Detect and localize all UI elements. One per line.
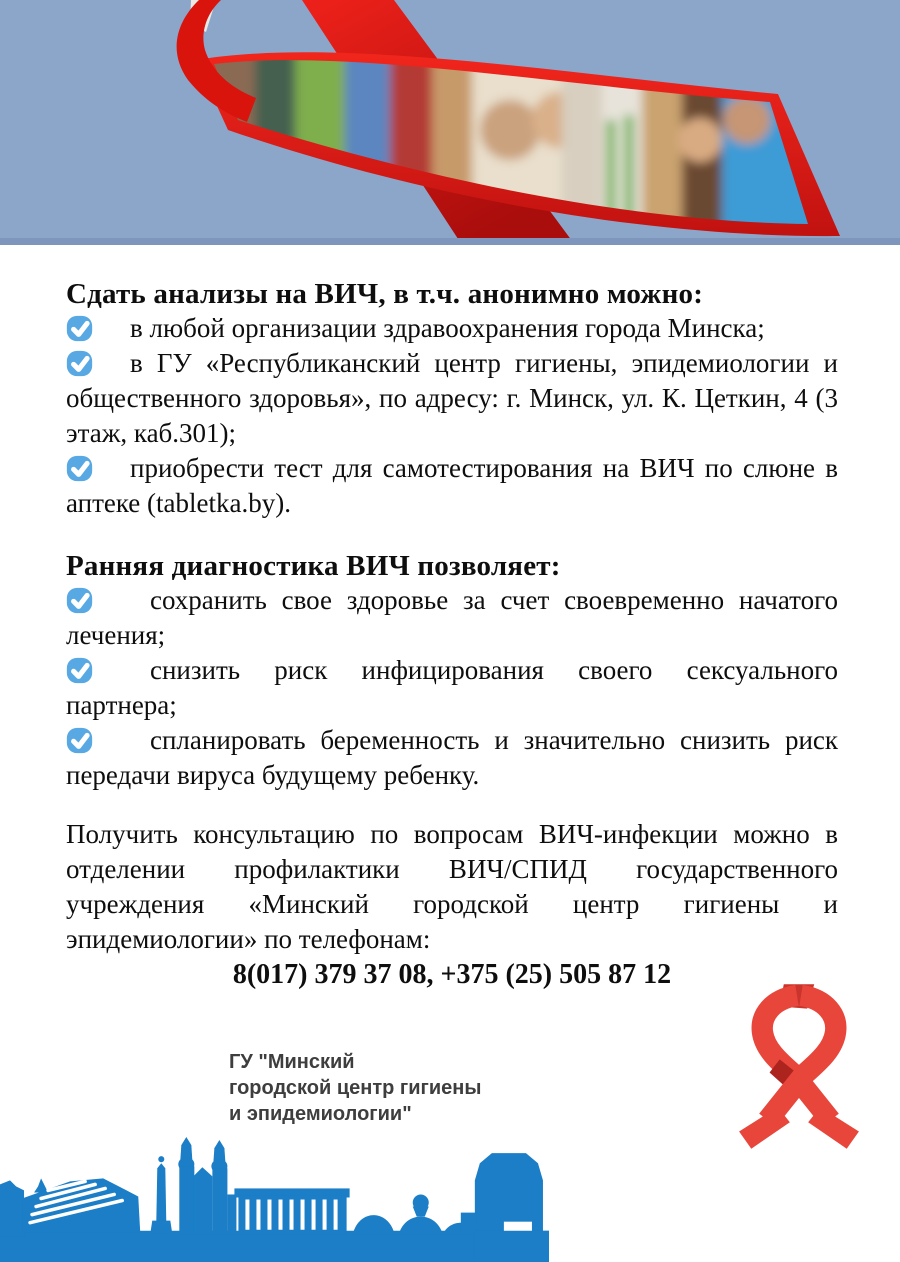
section-heading-testing: Сдать анализы на ВИЧ, в т.ч. анонимно можно:	[66, 278, 704, 310]
red-ribbon-photo-collage-banner	[0, 0, 900, 245]
list-item	[66, 583, 838, 653]
list-item-text: снизить риск инфицирования своего сексуального партнера;	[66, 655, 838, 720]
check-circle-icon	[66, 587, 93, 614]
list-item	[66, 346, 838, 451]
list-item	[66, 653, 838, 723]
check-circle-icon	[66, 350, 93, 377]
consultation-paragraph: Получить консультацию по вопросам ВИЧ-инфекции можно в отделении профилактики ВИЧ/СПИД государственного учреждения «Минский городской центр гигиены и эпидемиологии» по телефонам:	[66, 819, 838, 954]
aids-awareness-ribbon-icon	[733, 980, 865, 1158]
list-item	[66, 723, 838, 793]
list-item-text: сохранить свое здоровье за счет своевременно начатого лечения;	[66, 585, 838, 650]
organization-name-line: и эпидемиологии"	[229, 1103, 412, 1125]
list-item-text: в ГУ «Республиканский центр гигиены, эпидемиологии и общественного здоровья», по адресу: г. Минск, ул. К. Цеткин, 4 (3 этаж, каб.301);	[66, 348, 838, 448]
organization-name-line: городской центр гигиены	[229, 1077, 482, 1099]
list-item-text: приобрести тест для самотестирования на ВИЧ по слюне в аптеке (tabletka.by).	[66, 453, 838, 518]
banner-art	[0, 0, 900, 245]
list-item	[66, 311, 838, 346]
check-circle-icon	[66, 657, 93, 684]
list-item	[66, 451, 838, 521]
check-circle-icon	[66, 455, 93, 482]
list-item-text: спланировать беременность и значительно снизить риск передачи вируса будущему ребенку.	[66, 725, 838, 790]
phone-numbers: 8(017) 379 37 08, +375 (25) 505 87 12	[232, 959, 672, 990]
section-heading-diagnostics: Ранняя диагностика ВИЧ позволяет:	[66, 550, 561, 582]
organization-name-line: ГУ "Минский	[229, 1051, 355, 1073]
minsk-skyline-silhouette	[0, 1136, 566, 1262]
check-circle-icon	[66, 727, 93, 754]
check-circle-icon	[66, 315, 93, 342]
list-item-text: в любой организации здравоохранения города Минска;	[130, 313, 765, 343]
